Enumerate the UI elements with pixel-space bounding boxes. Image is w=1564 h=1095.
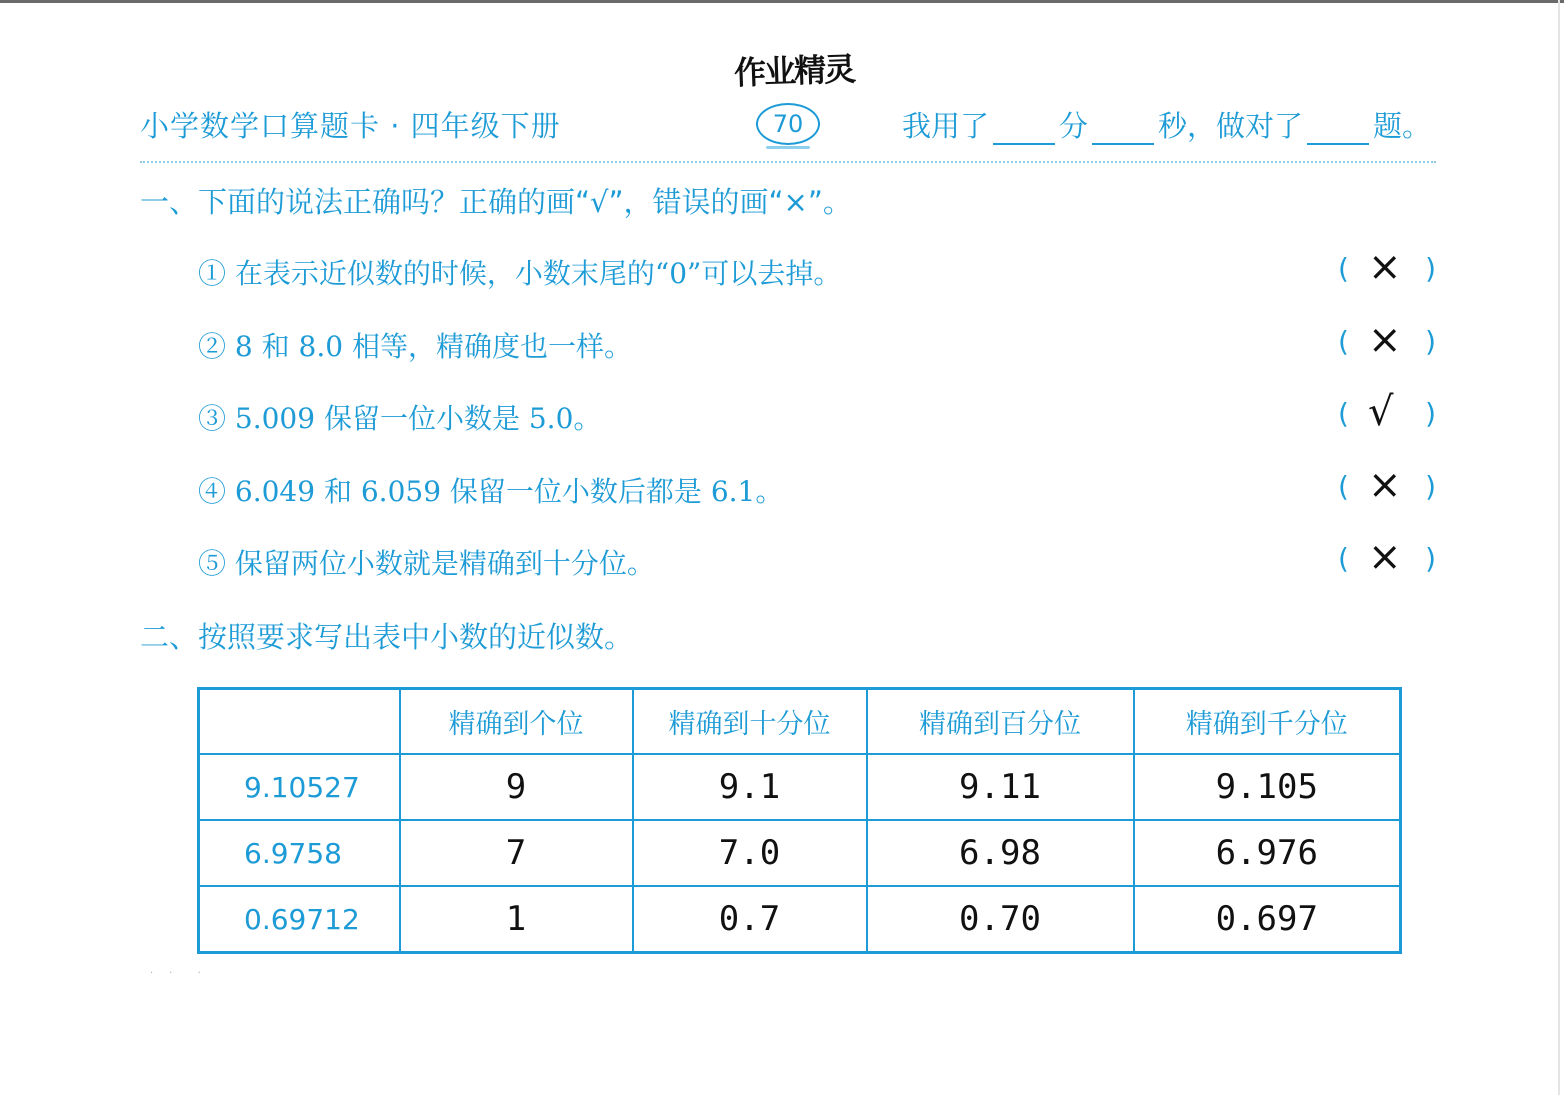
answer-cell[interactable]: 6.98 bbox=[867, 820, 1134, 886]
column-header-thousandths: 精确到千分位 bbox=[1134, 689, 1401, 755]
score-label-minutes: 分 bbox=[1059, 109, 1089, 143]
seconds-blank[interactable] bbox=[1092, 113, 1154, 145]
scan-speckle: · · · bbox=[150, 968, 201, 979]
section1-heading: 一、下面的说法正确吗？正确的画“√”，错误的画“×”。 bbox=[140, 185, 852, 219]
paren-close: ) bbox=[1425, 470, 1436, 503]
worksheet-title: 小学数学口算题卡 · 四年级下册 bbox=[140, 109, 561, 143]
table-header-row bbox=[199, 689, 1401, 755]
paren-open: ( bbox=[1338, 542, 1349, 575]
score-label-seconds: 秒，做对了 bbox=[1158, 109, 1304, 143]
row-number: 9.10527 bbox=[199, 754, 400, 820]
paren-close: ) bbox=[1425, 325, 1436, 358]
score-label-questions: 题。 bbox=[1373, 109, 1432, 143]
section2-heading: 二、按照要求写出表中小数的近似数。 bbox=[140, 620, 634, 654]
answer-cell[interactable]: 0.697 bbox=[1134, 886, 1401, 953]
row-number: 6.9758 bbox=[199, 820, 400, 886]
cross-mark-icon: × bbox=[1368, 534, 1402, 580]
paren-close: ) bbox=[1425, 252, 1436, 285]
statement-5: ⑤ 保留两位小数就是精确到十分位。 bbox=[198, 547, 655, 580]
paren-open: ( bbox=[1338, 397, 1349, 430]
paren-close: ) bbox=[1425, 542, 1436, 575]
answer-box-5[interactable] bbox=[1338, 534, 1436, 584]
cross-mark-icon: × bbox=[1368, 462, 1402, 508]
score-label-used: 我用了 bbox=[902, 109, 990, 143]
column-header-hundredths: 精确到百分位 bbox=[867, 689, 1134, 755]
answer-cell[interactable]: 7 bbox=[400, 820, 633, 886]
answer-box-2[interactable] bbox=[1338, 317, 1436, 367]
answer-cell[interactable]: 9.105 bbox=[1134, 754, 1401, 820]
page-top-border bbox=[0, 0, 1564, 3]
statement-2: ② 8 和 8.0 相等，精确度也一样。 bbox=[198, 330, 632, 363]
score-line bbox=[902, 104, 1431, 145]
header-divider bbox=[140, 161, 1436, 163]
answer-cell[interactable]: 9 bbox=[400, 754, 633, 820]
column-header-ones: 精确到个位 bbox=[400, 689, 633, 755]
row-number: 0.69712 bbox=[199, 886, 400, 953]
table-row bbox=[199, 754, 1401, 820]
approximation-table bbox=[197, 687, 1402, 954]
answer-cell[interactable]: 0.70 bbox=[867, 886, 1134, 953]
correct-count-blank[interactable] bbox=[1307, 113, 1369, 145]
statement-3: ③ 5.009 保留一位小数是 5.0。 bbox=[198, 402, 602, 435]
column-header-tenths: 精确到十分位 bbox=[633, 689, 867, 755]
answer-cell[interactable]: 9.1 bbox=[633, 754, 867, 820]
paren-open: ( bbox=[1338, 470, 1349, 503]
answer-box-3[interactable] bbox=[1338, 389, 1436, 439]
answer-box-1[interactable] bbox=[1338, 244, 1436, 294]
answer-cell[interactable]: 7.0 bbox=[633, 820, 867, 886]
cross-mark-icon: × bbox=[1368, 244, 1402, 290]
answer-cell[interactable]: 0.7 bbox=[633, 886, 867, 953]
paren-open: ( bbox=[1338, 325, 1349, 358]
statement-4: ④ 6.049 和 6.059 保留一位小数后都是 6.1。 bbox=[198, 475, 784, 508]
minutes-blank[interactable] bbox=[993, 113, 1055, 145]
table-row bbox=[199, 820, 1401, 886]
check-mark-icon: √ bbox=[1368, 389, 1394, 435]
column-header-blank bbox=[199, 689, 400, 755]
statement-1: ① 在表示近似数的时候，小数末尾的“0”可以去掉。 bbox=[198, 257, 842, 290]
page-right-border bbox=[1558, 0, 1560, 1095]
page-number-underline bbox=[766, 146, 810, 149]
answer-cell[interactable]: 9.11 bbox=[867, 754, 1134, 820]
answer-cell[interactable]: 6.976 bbox=[1134, 820, 1401, 886]
answer-box-4[interactable] bbox=[1338, 462, 1436, 512]
cross-mark-icon: × bbox=[1368, 317, 1402, 363]
table-row bbox=[199, 886, 1401, 953]
paren-close: ) bbox=[1425, 397, 1436, 430]
page-number-badge: 70 bbox=[756, 103, 820, 145]
watermark-handwritten: 作业精灵 bbox=[733, 49, 855, 93]
answer-cell[interactable]: 1 bbox=[400, 886, 633, 953]
paren-open: ( bbox=[1338, 252, 1349, 285]
